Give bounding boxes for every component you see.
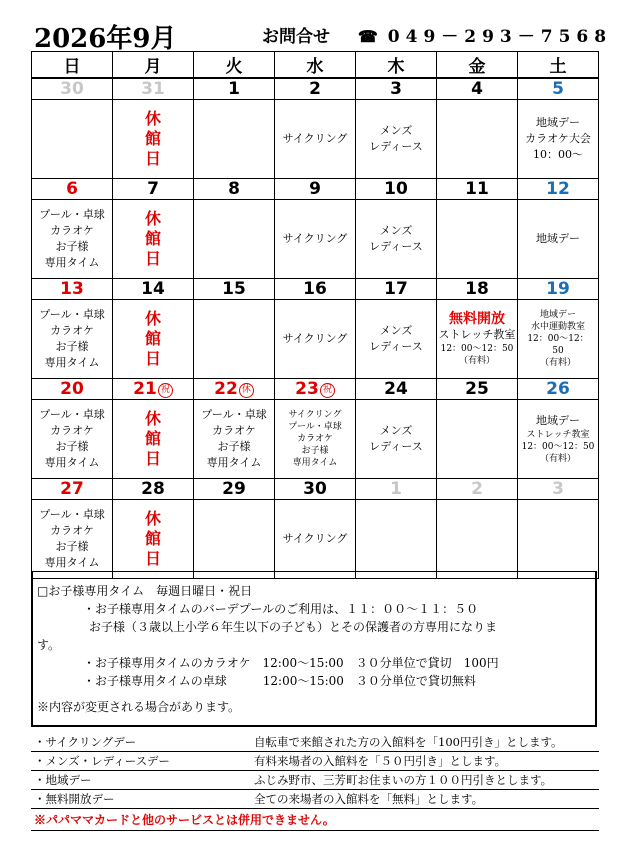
- date-number: [518, 279, 599, 300]
- event-line: プール・卓球: [39, 408, 105, 421]
- date-number: [518, 78, 599, 100]
- closed-label: 休: [144, 509, 161, 528]
- legend-value: 自転車で来館された方の入館料を「100円引き」とします。: [251, 733, 599, 752]
- date-number: [194, 379, 275, 400]
- date-number: [275, 78, 356, 100]
- page-title: 2026年9月: [34, 24, 177, 54]
- day-events: [32, 500, 113, 579]
- date-number: [194, 78, 275, 100]
- calendar: [31, 51, 599, 579]
- date-number-text: 26: [546, 379, 570, 399]
- date-number: [113, 479, 194, 500]
- event-line: お子様: [55, 340, 89, 353]
- contact-label: お問合せ: [262, 27, 330, 47]
- closed-label: 休: [144, 309, 161, 328]
- event-detail: 12：00～12：50: [521, 442, 595, 452]
- day-events: [194, 200, 275, 279]
- legend-row: [31, 752, 599, 771]
- holiday-badge: 休: [239, 383, 254, 398]
- event-detail: プール・卓球: [288, 422, 342, 432]
- day-events: [437, 200, 518, 279]
- date-number-text: 14: [141, 279, 165, 299]
- day-events: [113, 500, 194, 579]
- event-line: 10：00～: [533, 148, 583, 161]
- date-number: [32, 78, 113, 100]
- day-events: [356, 300, 437, 379]
- closed-label: 館: [144, 129, 161, 148]
- date-number-text: 31: [141, 79, 165, 99]
- event-detail: 水中運動教室: [530, 322, 585, 332]
- event-line: お子様: [55, 540, 89, 553]
- event-detail: サイクリング: [288, 410, 342, 420]
- event-line: お子様: [55, 440, 89, 453]
- event-line: レディース: [369, 140, 423, 153]
- event-line: カラオケ: [50, 424, 94, 437]
- date-number-text: 25: [465, 379, 489, 399]
- notes-line: す。: [37, 638, 61, 652]
- notes-box: [31, 571, 597, 727]
- event-detail: ストレッチ教室: [526, 430, 590, 440]
- event-detail: （有料）: [539, 358, 576, 368]
- event-line: プール・卓球: [39, 508, 105, 521]
- date-number: [437, 78, 518, 100]
- date-number: [32, 179, 113, 200]
- event-line: カラオケ: [50, 524, 94, 537]
- legend: [31, 733, 599, 831]
- date-number-text: 29: [222, 479, 246, 499]
- date-number-text: 24: [384, 379, 408, 399]
- event-detail: お子様: [301, 446, 329, 456]
- date-number: [356, 179, 437, 200]
- day-events: [194, 100, 275, 179]
- date-number-text: 21: [133, 379, 157, 399]
- day-events: [194, 400, 275, 479]
- event-row: [32, 300, 599, 379]
- date-number-text: 2: [309, 79, 321, 99]
- day-events: [32, 400, 113, 479]
- event-detail: 12：00～12：50: [440, 344, 514, 354]
- event-line: メンズ: [379, 224, 413, 237]
- event-detail: （有料）: [539, 454, 576, 464]
- legend-row: [31, 771, 599, 790]
- event-line: メンズ: [379, 124, 413, 137]
- date-number-text: 5: [552, 79, 564, 99]
- date-number-text: 11: [465, 179, 489, 199]
- closed-label: 館: [144, 329, 161, 348]
- day-events: [113, 100, 194, 179]
- date-number: [437, 479, 518, 500]
- date-number-text: 18: [465, 279, 489, 299]
- day-events: [518, 500, 599, 579]
- event-detail: カラオケ: [297, 434, 333, 444]
- event-line: お子様: [55, 240, 89, 253]
- date-number: [113, 379, 194, 400]
- date-number: [194, 479, 275, 500]
- phone-icon: ☎: [357, 27, 378, 46]
- day-events: [518, 100, 599, 179]
- legend-key: ・メンズ・レディースデー: [31, 752, 251, 771]
- closed-label: 休: [144, 209, 161, 228]
- event-line: サイクリング: [282, 332, 348, 345]
- event-line: プール・卓球: [39, 208, 105, 221]
- day-events: [113, 200, 194, 279]
- notes-line: お子様（３歳以上小学６年生以下の子ども）とその保護者の方専用になりま: [89, 620, 498, 634]
- day-events: [275, 500, 356, 579]
- date-number: [32, 479, 113, 500]
- day-events: [275, 100, 356, 179]
- legend-value: ふじみ野市、三芳町お住まいの方１００円引きとします。: [251, 771, 599, 790]
- event-row: [32, 400, 599, 479]
- event-line: 地域デー: [536, 414, 580, 427]
- legend-key: ・無料開放デー: [31, 790, 251, 809]
- event-line: カラオケ: [212, 424, 256, 437]
- day-events: [518, 200, 599, 279]
- weekday-sat: 土: [518, 52, 599, 79]
- event-line: カラオケ: [50, 324, 94, 337]
- event-line: お子様: [217, 440, 251, 453]
- date-number-text: 6: [66, 179, 78, 199]
- day-events: [437, 100, 518, 179]
- event-line: 専用タイム: [44, 456, 100, 469]
- date-number-row: [32, 279, 599, 300]
- day-events: [113, 300, 194, 379]
- date-number: [518, 179, 599, 200]
- legend-key: ・地域デー: [31, 771, 251, 790]
- date-number-text: 12: [546, 179, 570, 199]
- legend-value: 有料来場者の入館料を「５０円引き」とします。: [251, 752, 599, 771]
- day-events: [356, 100, 437, 179]
- legend-value: 全ての来場者の入館料を「無料」とします。: [251, 790, 599, 809]
- closed-label: 休: [144, 109, 161, 128]
- date-number-text: 13: [60, 279, 84, 299]
- weekday-sun: 日: [32, 52, 113, 79]
- event-line: サイクリング: [282, 232, 348, 245]
- event-row: [32, 500, 599, 579]
- event-line: レディース: [369, 240, 423, 253]
- date-number: [194, 179, 275, 200]
- event-line: メンズ: [379, 424, 413, 437]
- event-line: プール・卓球: [201, 408, 267, 421]
- day-events: [194, 500, 275, 579]
- holiday-badge: 祝: [158, 383, 173, 398]
- date-number: [275, 179, 356, 200]
- date-number-text: 15: [222, 279, 246, 299]
- day-events: [32, 200, 113, 279]
- event-line: プール・卓球: [39, 308, 105, 321]
- legend-table: [31, 733, 599, 831]
- date-number-text: 27: [60, 479, 84, 499]
- event-line: カラオケ: [50, 224, 94, 237]
- day-events: [437, 400, 518, 479]
- day-events: [518, 400, 599, 479]
- notes-line: ・お子様専用タイムのカラオケ 12:00～15:00 ３０分単位で貸切 100円: [83, 656, 499, 670]
- event-detail: 12：00～12：: [527, 334, 589, 344]
- event-line: 専用タイム: [44, 556, 100, 569]
- day-events: [32, 300, 113, 379]
- date-number-text: 16: [303, 279, 327, 299]
- event-detail: 50: [552, 346, 564, 356]
- event-line: 専用タイム: [206, 456, 262, 469]
- date-number: [518, 479, 599, 500]
- date-number: [356, 379, 437, 400]
- event-line: レディース: [369, 440, 423, 453]
- event-line: カラオケ大会: [525, 132, 591, 145]
- day-events: [356, 500, 437, 579]
- closed-label: 館: [144, 529, 161, 548]
- date-number-text: 20: [60, 379, 84, 399]
- legend-row: [31, 790, 599, 809]
- weekday-mon: 月: [113, 52, 194, 79]
- notes-line: ・お子様専用タイムの卓球 12:00～15:00 ３０分単位で貸切無料: [83, 674, 476, 688]
- date-number: [275, 379, 356, 400]
- warning-row: [31, 809, 599, 831]
- day-events: [113, 400, 194, 479]
- day-events: [275, 200, 356, 279]
- legend-row: [31, 733, 599, 752]
- event-line: 地域デー: [536, 116, 580, 129]
- date-number-text: 3: [390, 79, 402, 99]
- day-events: [356, 200, 437, 279]
- date-number: [518, 379, 599, 400]
- closed-label: 日: [144, 549, 161, 568]
- event-row: [32, 100, 599, 179]
- calendar-table: [31, 51, 599, 579]
- date-number-text: 1: [228, 79, 240, 99]
- day-events: [518, 300, 599, 379]
- weekday-thu: 木: [356, 52, 437, 79]
- day-events: [32, 100, 113, 179]
- date-number-row: [32, 78, 599, 100]
- date-number-text: 17: [384, 279, 408, 299]
- phone-number: 049－293－7568: [387, 27, 613, 47]
- date-number-text: 10: [384, 179, 408, 199]
- date-number: [356, 78, 437, 100]
- weekday-wed: 水: [275, 52, 356, 79]
- date-number: [437, 179, 518, 200]
- event-detail: 専用タイム: [292, 458, 338, 468]
- date-number-text: 9: [309, 179, 321, 199]
- closed-label: 日: [144, 249, 161, 268]
- date-number: [356, 479, 437, 500]
- date-number-text: 2: [471, 479, 483, 499]
- date-number: [356, 279, 437, 300]
- date-number: [113, 179, 194, 200]
- date-number-text: 30: [303, 479, 327, 499]
- date-number: [194, 279, 275, 300]
- event-line: サイクリング: [282, 532, 348, 545]
- weekday-fri: 金: [437, 52, 518, 79]
- day-events: [194, 300, 275, 379]
- day-events: [275, 400, 356, 479]
- warning-text: ※パパママカードと他のサービスとは併用できません。: [31, 809, 599, 831]
- event-row: [32, 200, 599, 279]
- legend-key: ・サイクリングデー: [31, 733, 251, 752]
- date-number: [437, 379, 518, 400]
- notes-line: ・お子様専用タイムのバーデプールのご利用は、１１：００～１１：５０: [83, 602, 479, 616]
- date-number-row: [32, 379, 599, 400]
- event-line: 地域デー: [536, 232, 580, 245]
- date-number: [32, 279, 113, 300]
- date-number-text: 28: [141, 479, 165, 499]
- closed-label: 日: [144, 149, 161, 168]
- date-number: [275, 279, 356, 300]
- date-number: [32, 379, 113, 400]
- event-detail: （有料）: [458, 356, 495, 366]
- event-line: 専用タイム: [44, 256, 100, 269]
- date-number: [275, 479, 356, 500]
- closed-label: 日: [144, 349, 161, 368]
- day-events: [275, 300, 356, 379]
- date-number-text: 22: [214, 379, 238, 399]
- date-number-text: 3: [552, 479, 564, 499]
- closed-label: 日: [144, 449, 161, 468]
- event-detail: 地域デー: [539, 310, 576, 320]
- day-events: [356, 400, 437, 479]
- date-number: [437, 279, 518, 300]
- date-number-text: 1: [390, 479, 402, 499]
- free-open-label: 無料開放: [449, 311, 505, 327]
- day-events: [437, 500, 518, 579]
- date-number: [113, 279, 194, 300]
- date-number-text: 19: [546, 279, 570, 299]
- date-number-text: 8: [228, 179, 240, 199]
- notes-change: ※内容が変更される場合があります。: [37, 700, 241, 714]
- date-number-row: [32, 179, 599, 200]
- date-number-row: [32, 479, 599, 500]
- event-line: メンズ: [379, 324, 413, 337]
- holiday-badge: 祝: [320, 383, 335, 398]
- contact: [262, 22, 612, 47]
- notes-heading: □お子様専用タイム 毎週日曜日・祝日: [37, 584, 253, 598]
- event-line: ストレッチ教室: [438, 328, 516, 341]
- weekday-header-row: [32, 52, 599, 79]
- closed-label: 休: [144, 409, 161, 428]
- date-number-text: 23: [295, 379, 319, 399]
- event-line: 専用タイム: [44, 356, 100, 369]
- date-number: [113, 78, 194, 100]
- closed-label: 館: [144, 429, 161, 448]
- weekday-tue: 火: [194, 52, 275, 79]
- closed-label: 館: [144, 229, 161, 248]
- event-line: サイクリング: [282, 132, 348, 145]
- date-number-text: 30: [60, 79, 84, 99]
- date-number-text: 4: [471, 79, 483, 99]
- date-number-text: 7: [147, 179, 159, 199]
- day-events: [437, 300, 518, 379]
- event-line: レディース: [369, 340, 423, 353]
